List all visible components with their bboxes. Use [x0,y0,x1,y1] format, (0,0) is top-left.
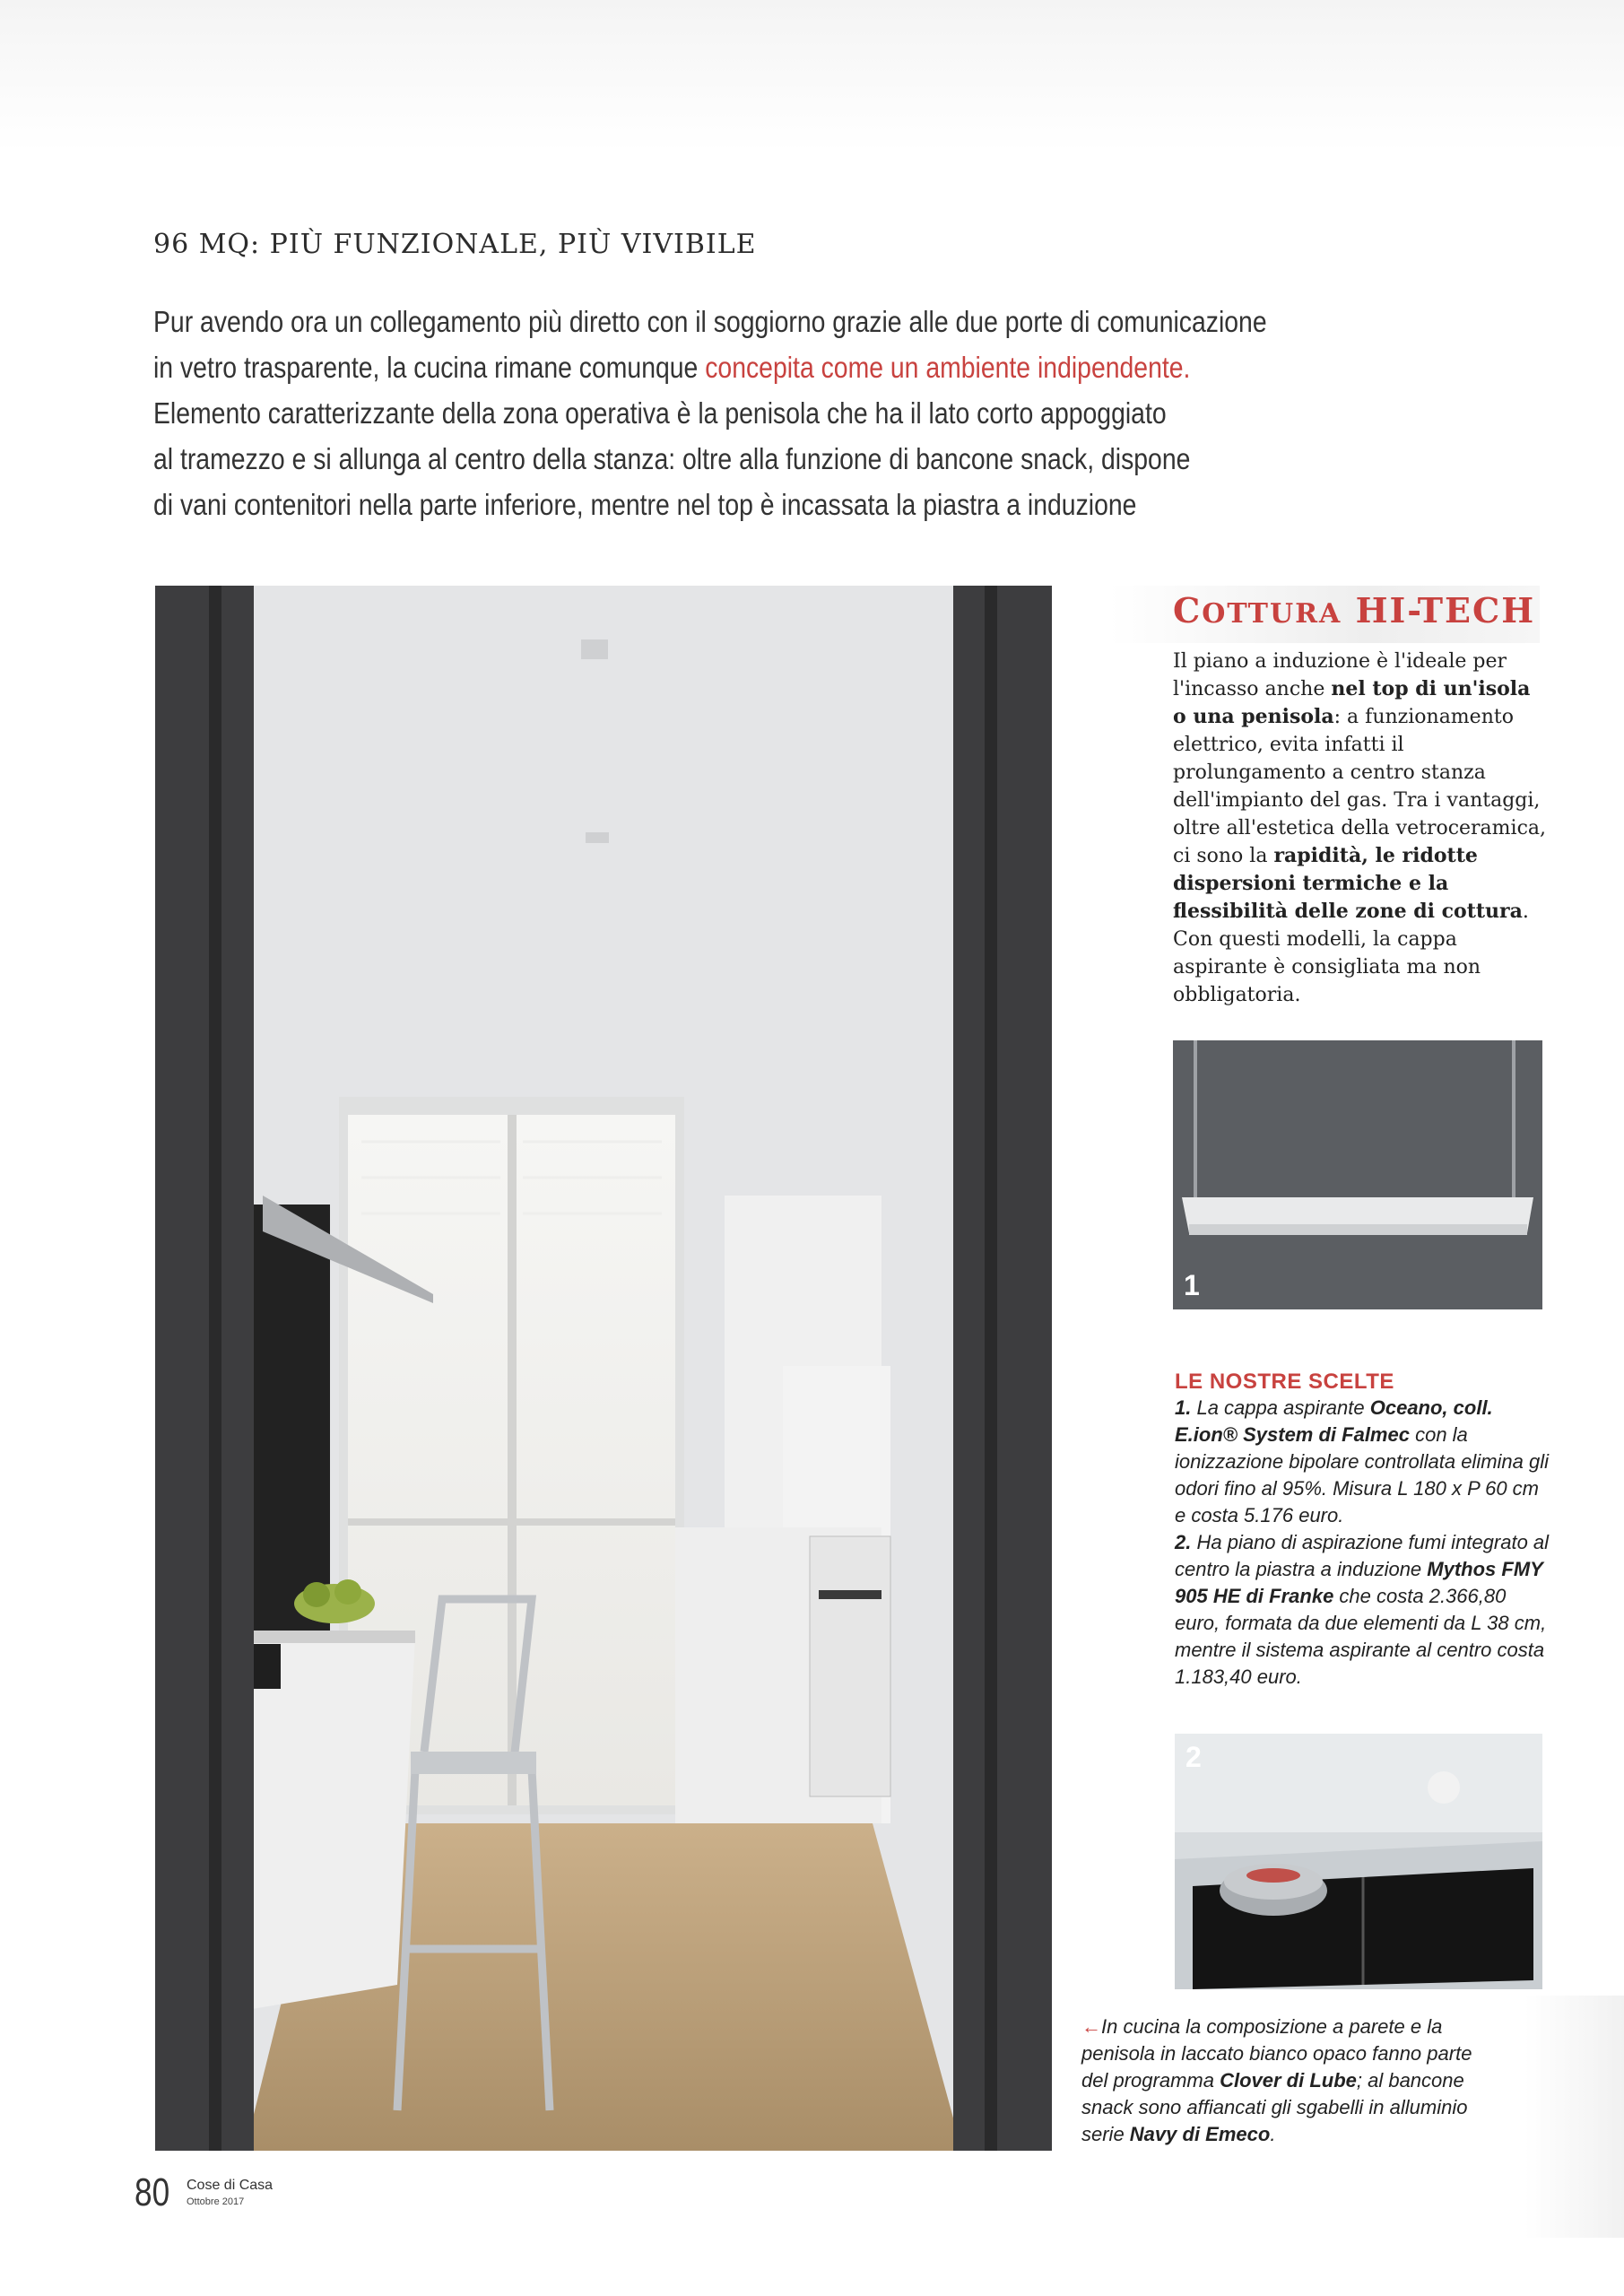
kitchen-photo [155,586,1052,2151]
choices-title: LE NOSTRE SCELTE [1175,1370,1394,1394]
page-number: 80 [135,2170,170,2214]
intro-line-1: Pur avendo ora un collegamento più diretto con il soggiorno grazie alle due porte di comunicazione [153,305,1267,338]
intro-paragraph [153,299,1349,527]
arrow-left-icon: ← [1081,2015,1101,2038]
intro-line-4: al tramezzo e si allunga al centro della stanza: oltre alla funzione di bancone snack, dispone [153,442,1191,475]
choices-body: 1. La cappa aspirante Oceano, coll. E.ion® System di Falmec con la ionizzazione bipolare controllata elimina gli odori fino al 95%. Misura L 180 x P 60 cm e costa 5.176 euro. 2. Ha piano di aspirazione fumi integrato al centro la piastra a induzione Mythos FMY 905 HE di Franke che costa 2.366,80 euro, formata da due elementi da L 38 cm, mentre il sistema aspirante al centro costa 1.183,40 euro. [1175,1396,1550,1688]
issue-date: Ottobre 2017 [187,2196,245,2207]
caption-shade [1524,1996,1624,2238]
scan-margin [0,0,1624,152]
product-2-number: 2 [1185,1741,1202,1773]
magazine-name: Cose di Casa [187,2178,274,2193]
hood-drawing [1173,1040,1542,1309]
sidebar-title: COTTURA HI-TECH [1173,590,1536,631]
product-photo-cooktop [1175,1734,1542,1989]
cooktop-drawing [1175,1734,1542,1989]
intro-line-3: Elemento caratterizzante della zona operativa è la penisola che ha il lato corto appoggiato [153,396,1167,430]
intro-line-5: di vani contenitori nella parte inferiore, mentre nel top è incassata la piastra a induzione [153,488,1137,521]
product-photo-hood [1173,1040,1542,1309]
section-title: 96 MQ: PIÙ FUNZIONALE, PIÙ VIVIBILE [153,229,757,260]
photo-caption: ←In cucina la composizione a parete e la penisola in laccato bianco opaco fanno parte del programma Clover di Lube; al bancone snack sono affiancati gli sgabelli in alluminio serie Navy di Emeco. [1081,2015,1472,2145]
intro-line-2: in vetro trasparente, la cucina rimane comunque concepita come un ambiente indipendente. [153,351,1191,384]
intro-highlight: concepita come un ambiente indipendente. [705,351,1191,384]
product-1-number: 1 [1184,1269,1200,1301]
sidebar-body: Il piano a induzione è l'ideale per l'incasso anche nel top di un'isola o una penisola: a funzionamento elettrico, evita infatti il prolungamento a centro stanza dell'impianto del gas. Tra i vantaggi, oltre all'estetica della vetroceramica, ci sono la rapidità, le ridotte dispersioni termiche e la flessibilità delle zone di cottura. Con questi modelli, la cappa aspirante è consigliata ma non obbligatoria. [1173,650,1547,1006]
kitchen-photo-drawing [155,586,1052,2151]
